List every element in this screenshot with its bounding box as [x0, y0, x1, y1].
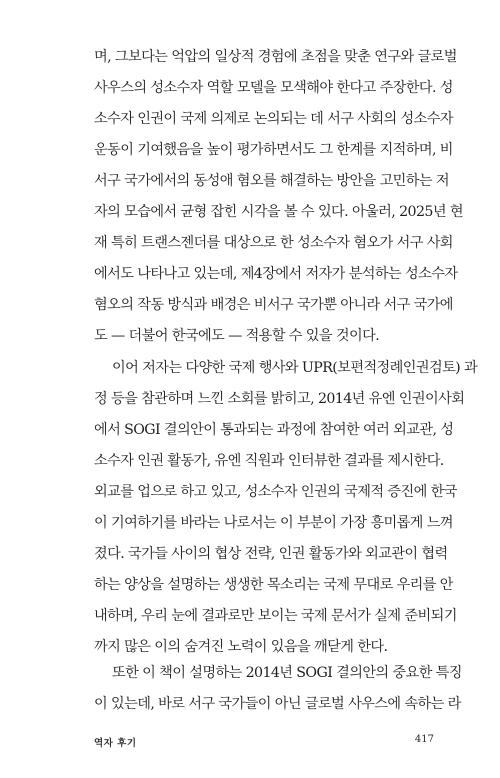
text-line: 이어 저자는 다양한 국제 행사와 UPR(보편적정례인권검토) 과 [112, 360, 478, 376]
text-line: 이 기여하기를 바라는 나로서는 이 부분이 가장 흥미롭게 느껴 [94, 515, 453, 531]
running-footer-title: 역자 후기 [94, 738, 137, 749]
text-line: 며, 그보다는 억압의 일상적 경험에 초점을 맞춘 연구와 글로벌 [94, 49, 457, 65]
text-line: 소수자 인권이 국제 의제로 논의되는 데 서구 사회의 성소수자 [94, 111, 453, 127]
page-number: 417 [414, 734, 434, 745]
text-line: 자의 모습에서 균형 잡힌 시각을 볼 수 있다. 아울러, 2025년 현 [94, 204, 463, 220]
text-line: 혐오의 작동 방식과 배경은 비서구 국가뿐 아니라 서구 국가에 [94, 297, 453, 313]
text-line: 정 등을 참관하며 느낀 소회를 밝히고, 2014년 유엔 인권이사회 [94, 391, 465, 407]
text-line: 운동이 기여했음을 높이 평가하면서도 그 한계를 지적하며, 비 [94, 142, 453, 158]
text-line: 에서 SOGI 결의안이 통과되는 과정에 참여한 여러 외교관, 성 [94, 422, 454, 438]
text-line: 도 — 더불어 한국에도 — 적용할 수 있을 것이다. [94, 328, 380, 344]
text-line: 에서도 나타나고 있는데, 제4장에서 저자가 분석하는 성소수자 [94, 266, 458, 282]
text-line: 졌다. 국가들 사이의 협상 전략, 인권 활동가와 외교관이 협력 [94, 546, 448, 562]
text-line: 하는 양상을 설명하는 생생한 목소리는 국제 무대로 우리를 안 [94, 577, 453, 593]
text-line: 또한 이 책이 설명하는 2014년 SOGI 결의안의 중요한 특징 [112, 665, 462, 681]
text-line: 이 있는데, 바로 서구 국가들이 아닌 글로벌 사우스에 속하는 라 [94, 696, 461, 712]
text-line: 사우스의 성소수자 역할 모델을 모색해야 한다고 주장한다. 성 [94, 80, 453, 96]
text-line: 외교를 업으로 하고 있고, 성소수자 인권의 국제적 증진에 한국 [94, 484, 457, 500]
text-line: 까지 많은 이의 숨겨진 노력이 있음을 깨닫게 한다. [94, 639, 388, 655]
text-line: 내하며, 우리 눈에 결과로만 보이는 국제 문서가 실제 준비되기 [94, 608, 457, 624]
text-line: 소수자 인권 활동가, 유엔 직원과 인터뷰한 결과를 제시한다. [94, 453, 444, 469]
text-line: 재 특히 트랜스젠더를 대상으로 한 성소수자 혐오가 서구 사회 [94, 235, 453, 251]
text-line: 서구 국가에서의 동성애 혐오를 해결하는 방안을 고민하는 저 [94, 173, 449, 189]
